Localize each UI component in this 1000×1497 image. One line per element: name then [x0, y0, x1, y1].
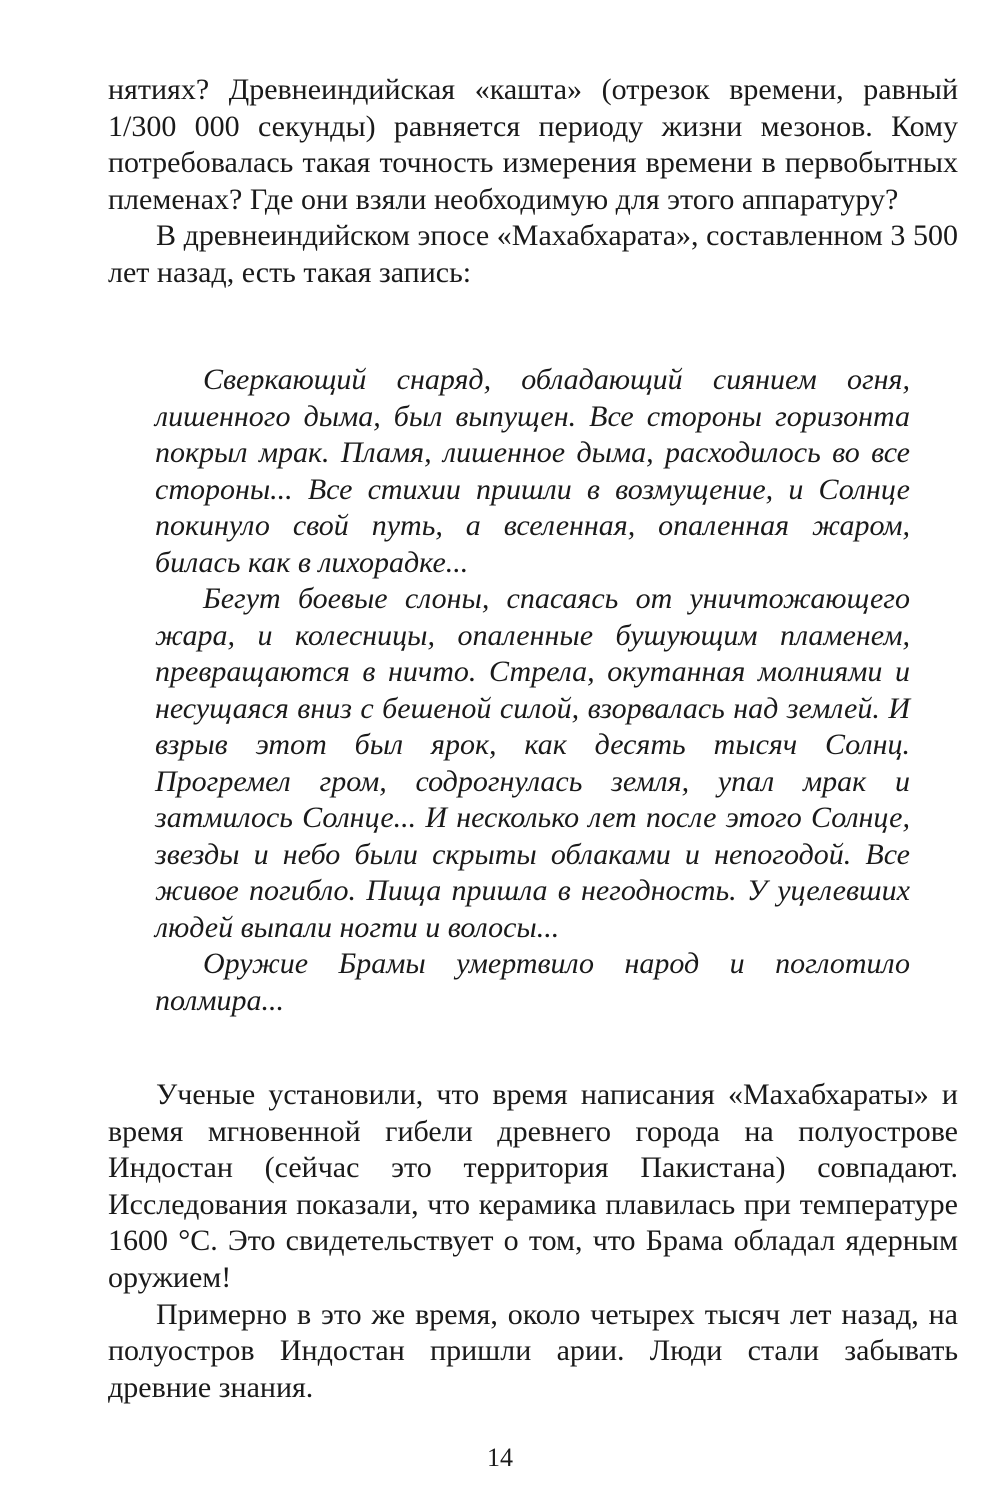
quote-paragraph-1: Сверкающий снаряд, обладающий сиянием огня, лишенного дыма, был выпущен. Все стороны горизонта покрыл мрак. Пламя, лишенное дыма, расходилось во все стороны... Все стихии пришли в возмущение, и Солнце покинуло свой путь, а вселенная, опаленная жаром, билась как в лихорадке...	[155, 363, 910, 579]
quote-paragraph-3: Оружие Брамы умертвило народ и поглотило полмира...	[155, 947, 910, 1017]
body-text-bottom	[108, 1077, 958, 1406]
body-text-top	[108, 72, 958, 292]
paragraph-mahabharata-intro: В древнеиндийском эпосе «Махабхарата», составленном 3 500 лет назад, есть такая запись:	[108, 219, 958, 289]
paragraph-scientists: Ученые установили, что время написания «Махабхараты» и время мгновенной гибели древнего города на полуострове Индостан (сейчас это территория Пакистана) совпадают. Исследования показали, что керамика плавилась при температуре 1600 °С. Это свидетельствует о том, что Брама обладал ядерным оружием!	[108, 1078, 958, 1294]
mahabharata-quote	[155, 362, 910, 1019]
paragraph-continuation: нятиях? Древнеиндийская «кашта» (отрезок времени, равный 1/300 000 секунды) равняется периоду жизни мезонов. Кому потребовалась такая точность измерения времени в первобытных племенах? Где они взяли необходимую для этого аппаратуру?	[108, 73, 958, 216]
paragraph-aryans: Примерно в это же время, около четырех тысяч лет назад, на полуостров Индостан пришли арии. Люди стали забывать древние знания.	[108, 1297, 958, 1404]
quote-paragraph-2: Бегут боевые слоны, спасаясь от уничтожающего жара, и колесницы, опаленные бушующим пламенем, превращаются в ничто. Стрела, окутанная молниями и несущаяся вниз с бешеной силой, взорвалась над землей. И взрыв этот был ярок, как десять тысяч Солнц. Прогремел гром, содрогнулась земля, упал мрак и затмилось Солнце... И несколько лет после этого Солнце, звезды и небо были скрыты облаками и непогодой. Все живое погибло. Пища пришла в негодность. У уцелевших людей выпали ногти и волосы...	[155, 582, 910, 944]
page-number: 14	[487, 1443, 513, 1472]
